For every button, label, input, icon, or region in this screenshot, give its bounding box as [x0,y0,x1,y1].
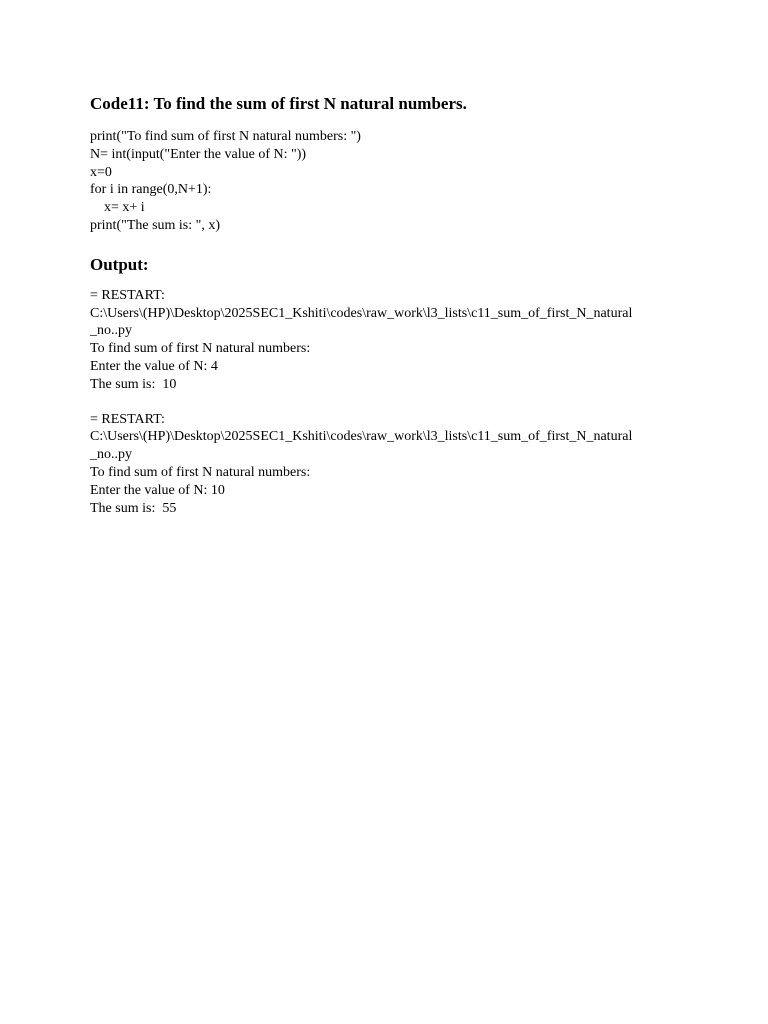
output-line: = RESTART: [90,287,165,303]
output-line: To find sum of first N natural numbers: [90,464,311,480]
output-heading: Output: [90,254,149,274]
output-line: C:\Users\(HP)\Desktop\2025SEC1_Kshiti\codes\raw_work\l3_lists\c11_sum_of_first_N_natural [90,429,633,445]
code-title: Code11: To find the sum of first N natural numbers. [90,94,467,113]
code-line: print("The sum is: ", x) [90,217,221,233]
code-line: for i in range(0,N+1): [90,182,212,198]
output-line: _no..py [90,447,132,463]
output-line: C:\Users\(HP)\Desktop\2025SEC1_Kshiti\codes\raw_work\l3_lists\c11_sum_of_first_N_natural [90,305,633,321]
code-line: N= int(input("Enter the value of N: ")) [90,146,307,162]
output-line: To find sum of first N natural numbers: [90,341,311,357]
output-line: _no..py [90,323,132,339]
output-run-2 [90,411,690,518]
code-line: x=0 [90,164,112,180]
output-line: The sum is: 10 [90,376,177,392]
output-line: The sum is: 55 [90,500,177,516]
output-run-1 [90,287,690,394]
code-line: print("To find sum of first N natural numbers: ") [90,129,361,144]
output-line: Enter the value of N: 4 [90,358,218,374]
output-line: = RESTART: [90,411,165,427]
code-block [90,128,690,235]
output-line: Enter the value of N: 10 [90,482,225,498]
document-page [90,92,690,517]
code-line: x= x+ i [90,200,145,216]
